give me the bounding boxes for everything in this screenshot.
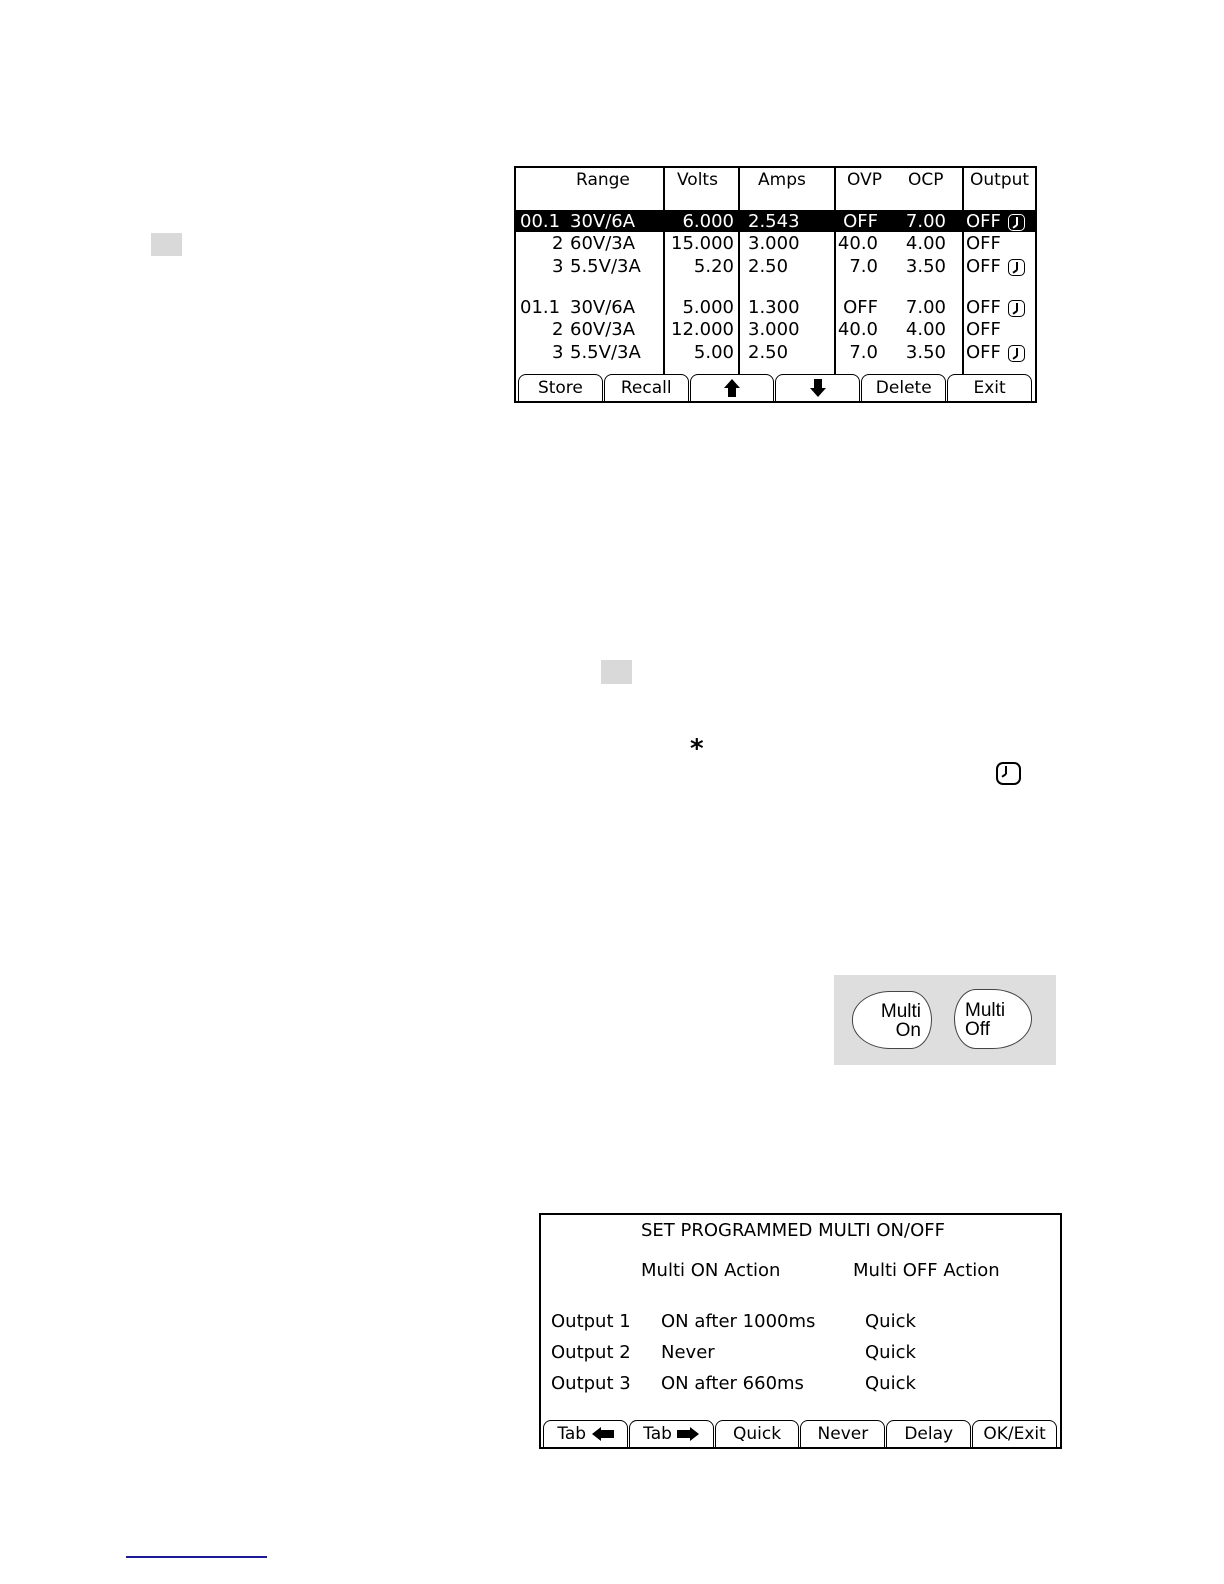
- delete-softkey[interactable]: Delete: [861, 374, 946, 401]
- row-amps: 1.300: [748, 297, 800, 318]
- row-ocp: 3.50: [905, 256, 946, 277]
- output-3-on-action[interactable]: ON after 660ms: [661, 1373, 804, 1394]
- row-volts: 5.20: [693, 256, 734, 277]
- output-1-off-action[interactable]: Quick: [865, 1311, 916, 1332]
- never-softkey[interactable]: Never: [800, 1420, 885, 1447]
- up-arrow-icon: [724, 379, 740, 397]
- left-arrow-icon: [592, 1427, 614, 1441]
- row-ocp: 7.00: [905, 211, 946, 232]
- asterisk-symbol: *: [690, 734, 704, 764]
- row-ocp: 3.50: [905, 342, 946, 363]
- divider: [663, 168, 665, 378]
- row-amps: 2.543: [748, 211, 800, 232]
- row-range: 30V/6A: [570, 297, 636, 318]
- row-output: OFF: [966, 233, 1001, 254]
- output-3-off-action[interactable]: Quick: [865, 1373, 916, 1394]
- row-ovp: OFF: [843, 211, 878, 232]
- row-amps: 2.50: [748, 256, 789, 277]
- ok-exit-softkey[interactable]: OK/Exit: [972, 1420, 1057, 1447]
- row-memory-id: 00.1: [520, 211, 561, 232]
- screen-title: SET PROGRAMMED MULTI ON/OFF: [641, 1220, 945, 1241]
- tab-left-label: Tab: [557, 1424, 587, 1444]
- stored-settings-screen: [514, 166, 1037, 403]
- row-range: 5.5V/3A: [570, 256, 641, 277]
- row-volts: 6.000: [682, 211, 734, 232]
- row-amps: 3.000: [748, 233, 800, 254]
- row-memory-id: 3: [552, 256, 564, 277]
- tab-left-softkey[interactable]: [543, 1420, 628, 1447]
- header-volts: Volts: [677, 170, 718, 190]
- header-amps: Amps: [758, 170, 806, 190]
- margin-marker-2: [601, 660, 632, 684]
- store-softkey[interactable]: Store: [518, 374, 603, 401]
- multi-buttons-panel: [834, 975, 1056, 1065]
- multi-off-action-header: Multi OFF Action: [853, 1260, 1000, 1281]
- row-memory-id: 2: [552, 319, 564, 340]
- divider: [962, 168, 964, 378]
- multi-on-button[interactable]: [852, 991, 932, 1049]
- row-ovp: OFF: [843, 297, 878, 318]
- row-ovp: 40.0: [837, 319, 878, 340]
- multi-onoff-screen: [539, 1213, 1062, 1449]
- row-output: OFF: [966, 211, 1001, 232]
- row-output: OFF: [966, 342, 1001, 363]
- row-memory-id: 3: [552, 342, 564, 363]
- delay-softkey[interactable]: Delay: [886, 1420, 971, 1447]
- row-range: 30V/6A: [570, 211, 636, 232]
- row-memory-id: 01.1: [520, 297, 561, 318]
- up-softkey[interactable]: [690, 374, 775, 401]
- quick-softkey[interactable]: Quick: [715, 1420, 800, 1447]
- header-range: Range: [576, 170, 630, 190]
- down-softkey[interactable]: [775, 374, 860, 401]
- divider: [738, 168, 740, 378]
- header-output: Output: [970, 170, 1030, 190]
- row-memory-id: 2: [552, 233, 564, 254]
- multi-on-action-header: Multi ON Action: [641, 1260, 781, 1281]
- multi-off-line2: Off: [965, 1019, 990, 1040]
- footer-rule: [126, 1556, 267, 1558]
- timer-clock-icon: [1006, 212, 1025, 234]
- multi-on-line2: On: [895, 1020, 921, 1041]
- row-ovp: 7.0: [849, 256, 878, 277]
- output-2-off-action[interactable]: Quick: [865, 1342, 916, 1363]
- row-range: 5.5V/3A: [570, 342, 641, 363]
- row-range: 60V/3A: [570, 319, 636, 340]
- exit-softkey[interactable]: Exit: [947, 374, 1032, 401]
- multi-on-line1: Multi: [880, 1001, 921, 1022]
- softkey-bar-2: [543, 1420, 1058, 1447]
- row-volts: 12.000: [671, 319, 734, 340]
- row-amps: 3.000: [748, 319, 800, 340]
- row-ocp: 4.00: [905, 233, 946, 254]
- row-volts: 15.000: [671, 233, 734, 254]
- row-ovp: 40.0: [837, 233, 878, 254]
- recall-softkey[interactable]: Recall: [604, 374, 689, 401]
- row-volts: 5.000: [682, 297, 734, 318]
- multi-off-line1: Multi: [965, 1000, 1006, 1021]
- row-amps: 2.50: [748, 342, 789, 363]
- output-1-label: Output 1: [551, 1311, 631, 1332]
- down-arrow-icon: [810, 379, 826, 397]
- row-ocp: 4.00: [905, 319, 946, 340]
- timer-clock-icon: [1006, 298, 1025, 320]
- row-ocp: 7.00: [905, 297, 946, 318]
- row-range: 60V/3A: [570, 233, 636, 254]
- row-output: OFF: [966, 319, 1001, 340]
- margin-marker-1: [151, 233, 182, 256]
- output-2-label: Output 2: [551, 1342, 631, 1363]
- multi-off-button[interactable]: [954, 989, 1032, 1049]
- row-output: OFF: [966, 297, 1001, 318]
- output-3-label: Output 3: [551, 1373, 631, 1394]
- tab-right-label: Tab: [643, 1424, 672, 1444]
- row-volts: 5.00: [693, 342, 734, 363]
- row-output: OFF: [966, 256, 1001, 277]
- softkey-bar: [518, 374, 1033, 401]
- output-2-on-action[interactable]: Never: [661, 1342, 715, 1363]
- tab-right-softkey[interactable]: [629, 1420, 714, 1447]
- row-ovp: 7.0: [849, 342, 878, 363]
- right-arrow-icon: [677, 1427, 699, 1441]
- output-1-on-action[interactable]: ON after 1000ms: [661, 1311, 816, 1332]
- timer-clock-icon: [1006, 257, 1025, 279]
- timer-clock-icon: [994, 762, 1021, 786]
- header-ocp: OCP: [908, 170, 944, 190]
- header-ovp: OVP: [847, 170, 882, 190]
- divider: [834, 168, 836, 378]
- timer-clock-icon: [1006, 343, 1025, 365]
